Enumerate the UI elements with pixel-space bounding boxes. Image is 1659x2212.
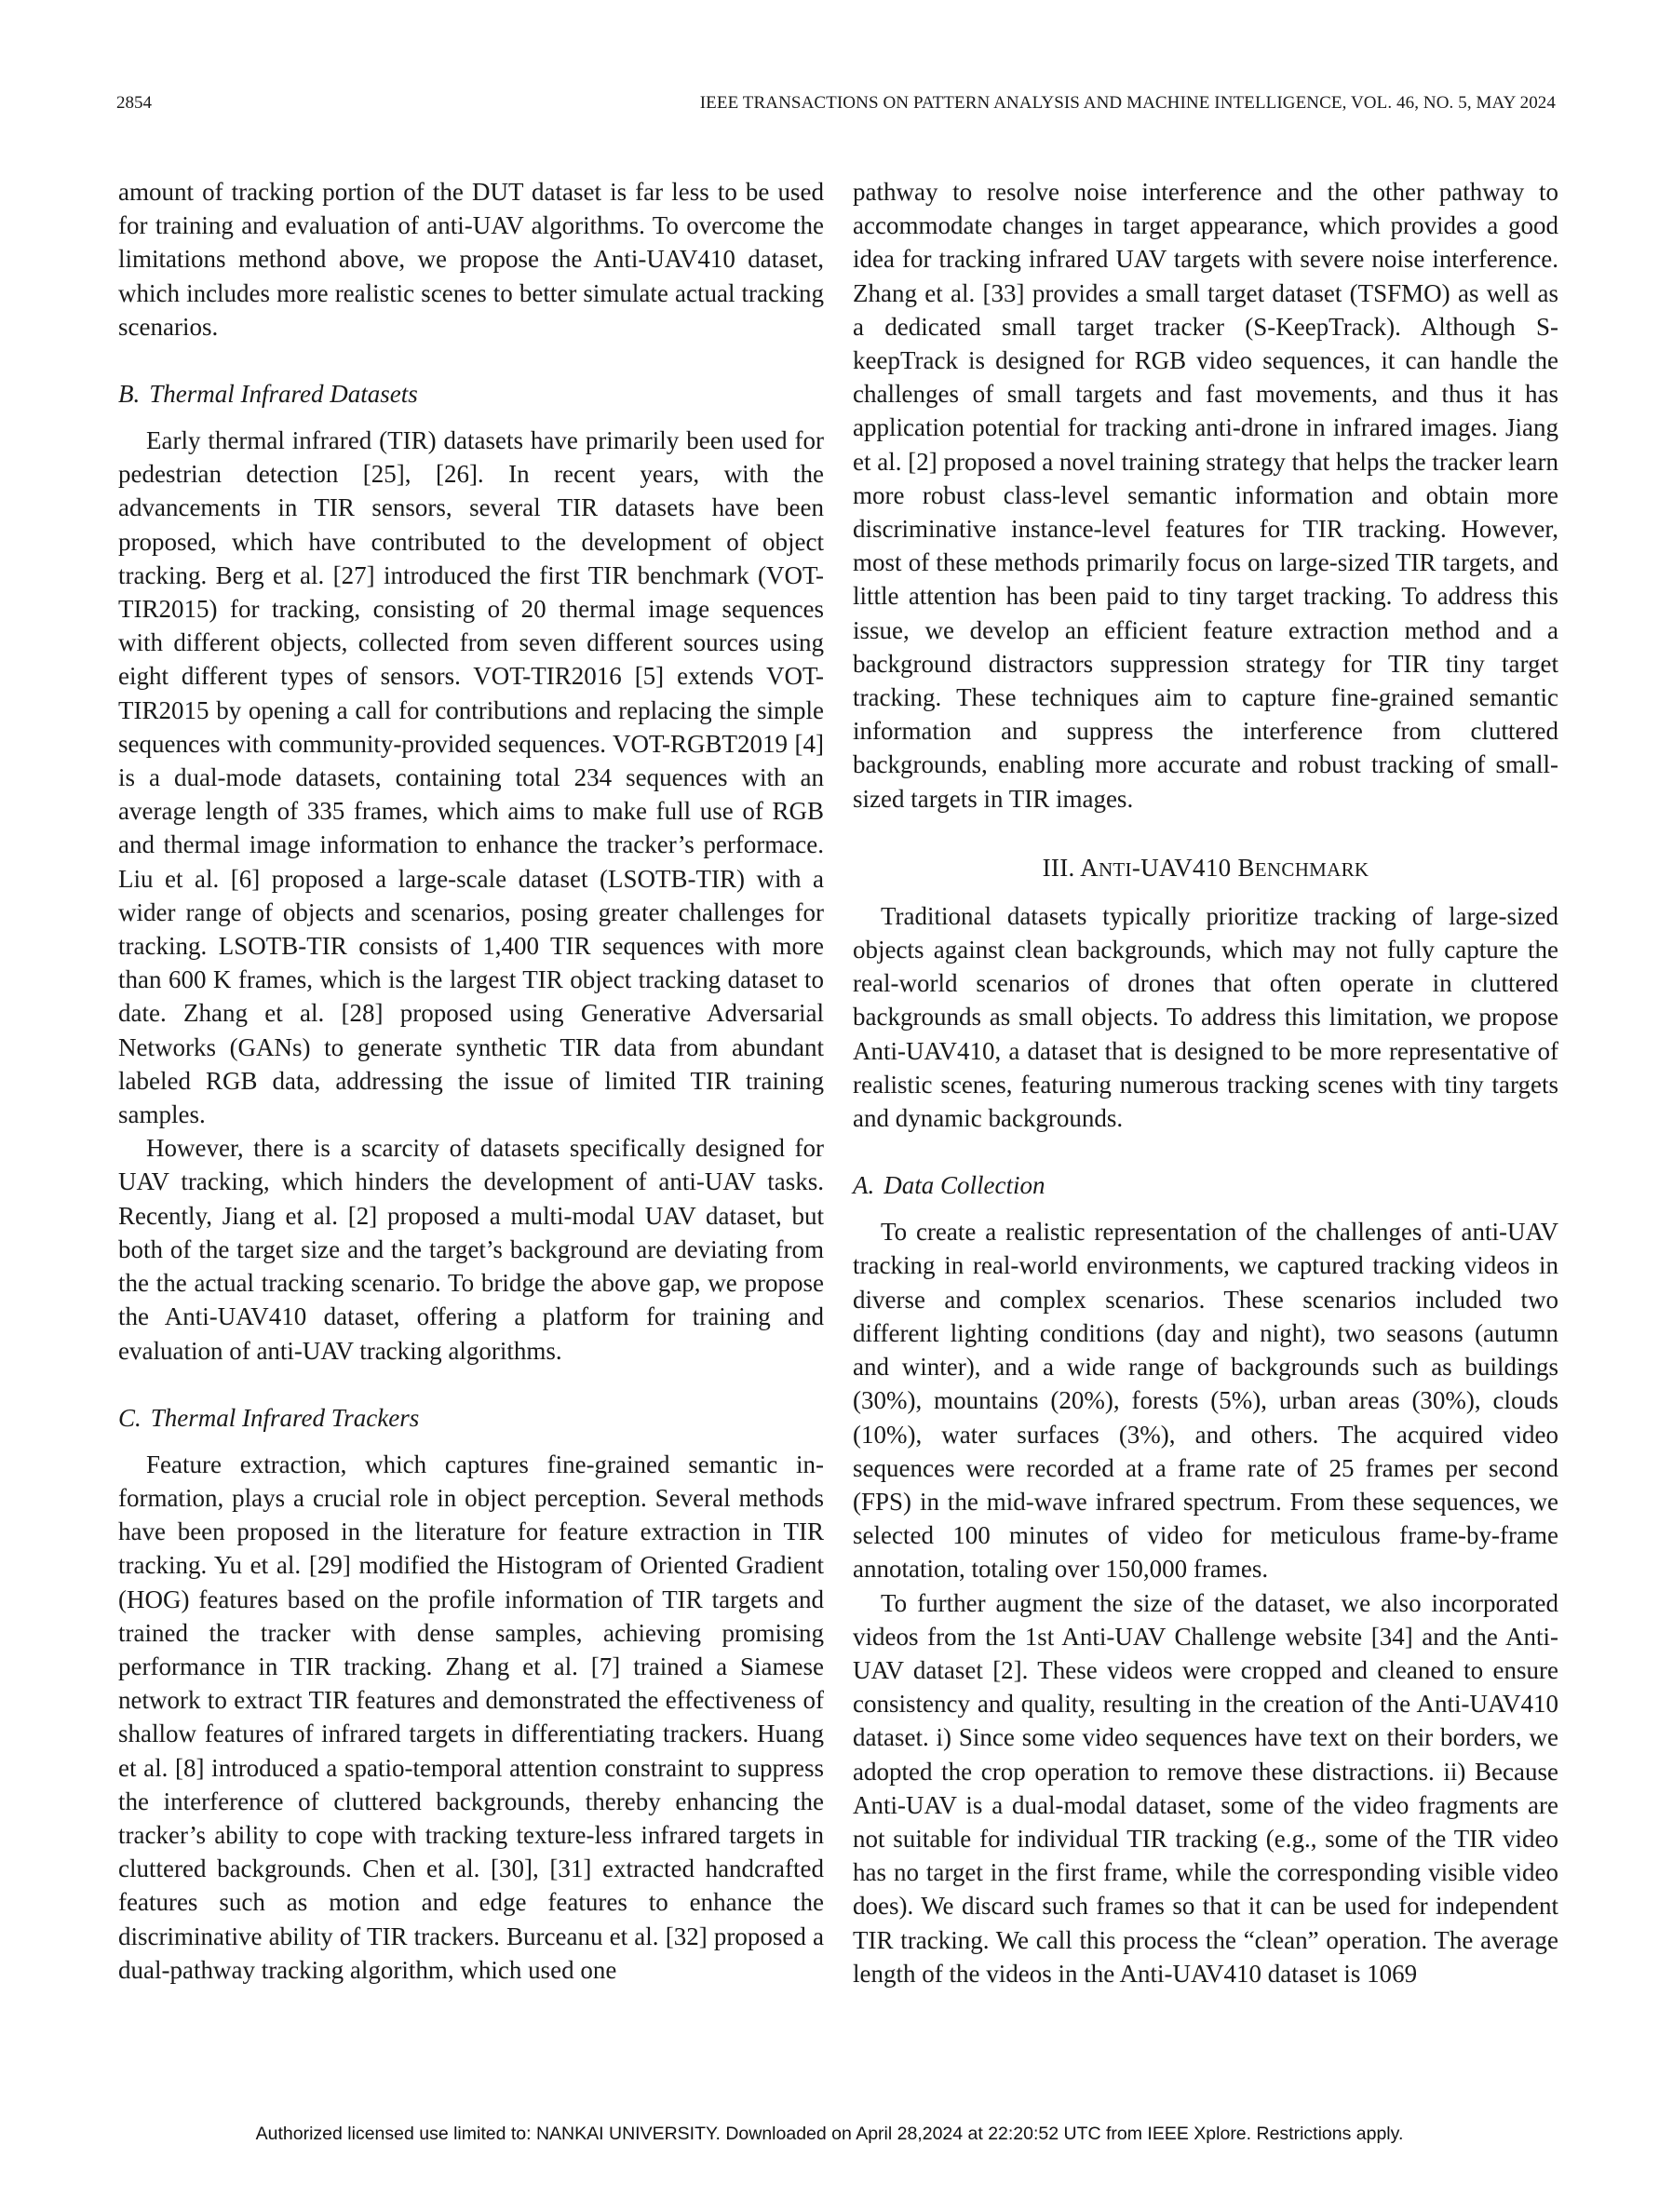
paragraph: Feature extraction, which captures fine-grained semantic information, plays a crucial role in object perception. Several methods have been proposed in the literature for feature extraction in TIR tracking. Yu et al. [29] modified the Histogram of Oriented Gradient (HOG) features based on the profile information of TIR targets and trained the tracker with dense samples, achieving promising performance in TIR tracking. Zhang et al. [7] trained a Siamese network to extract TIR features and demonstrated the effectiveness of shallow features of infrared targets in differentiating trackers. Huang et al. [8] introduced a spatio-temporal attention constraint to suppress the interference of cluttered backgrounds, thereby enhancing the tracker’s ability to cope with tracking texture-less infrared targets in cluttered backgrounds. Chen et al. [30], [31] extracted handcrafted features such as motion and edge features to enhance the discriminative ability of TIR trackers. Burceanu et al. [32] proposed a dual-pathway tracking algorithm, which used one: [118, 1450, 824, 1984]
right-column: [853, 175, 1558, 1990]
paragraph: Traditional datasets typically prioritize tracking of large-sized objects against clean backgrounds, which may not fully capture the real-world scenarios of drones that often operate in cluttered backgrounds as small objects. To address this limitation, we propose Anti-UAV410, a dataset that is designed to be more representative of realistic scenes, featuring numerous tracking scenes with tiny targets and dynamic backgrounds.: [853, 901, 1558, 1133]
subsection-heading-b: [118, 377, 824, 411]
subsection-heading-c: [118, 1401, 824, 1435]
subsection-label: A.: [853, 1171, 875, 1200]
section-number: III.: [1042, 853, 1075, 882]
paragraph: However, there is a scarcity of datasets specifically designed for UAV tracking, which hinders the development of anti-UAV tasks. Recently, Jiang et al. [2] proposed a multi-modal UAV dataset, but both of the target size and the target’s background are deviating from the the actual tracking scenario. To bridge the above gap, we propose the Anti-UAV410 dataset, offering a platform for training and evaluation of anti-UAV tracking algorithms.: [118, 1134, 824, 1365]
subsection-title: Thermal Infrared Datasets: [149, 380, 418, 409]
running-head: IEEE TRANSACTIONS ON PATTERN ANALYSIS AND MACHINE INTELLIGENCE, VOL. 46, NO. 5, MAY 2024: [699, 93, 1556, 113]
subsection-label: C.: [118, 1403, 142, 1432]
paragraph: To create a realistic representation of the challenges of anti-UAV tracking in real-world environments, we captured tracking videos in diverse and complex scenarios. These scenarios included two different lighting conditions (day and night), two seasons (autumn and winter), and a wide range of backgrounds such as buildings (30%), mountains (20%), forests (5%), urban areas (30%), clouds (10%), water surfaces (3%), and others. The acquired video sequences were recorded at a frame rate of 25 frames per second (FPS) in the mid-wave infrared spectrum. From these sequences, we selected 100 minutes of video for meticulous frame-by-frame annotation, totaling over 150,000 frames.: [853, 1218, 1558, 1584]
section-title: ANTI-UAV410 BENCHMARK: [1080, 853, 1369, 882]
section-heading-iii: [853, 851, 1558, 886]
license-footer: Authorized licensed use limited to: NANKAI UNIVERSITY. Downloaded on April 28,2024 at 22:20:52 UTC from IEEE Xplore. Restrictions apply.: [255, 2124, 1404, 2144]
page-header: [116, 89, 1556, 117]
page-number: 2854: [116, 93, 152, 113]
continued-paragraph: pathway to resolve noise interference and the other pathway to accommodate changes in target appearance, which provides a good idea for tracking infrared UAV targets with severe noise interference. Zhang et al. [33] provides a small target dataset (TSFMO) as well as a dedicated small target tracker (S-KeepTrack). Although S-keepTrack is designed for RGB video sequences, it can handle the challenges of small targets and fast movements, and thus it has application potential for tracking anti-drone in infrared images. Jiang et al. [2] proposed a novel training strategy that helps the tracker learn more robust class-level semantic information and obtain more discriminative instance-level features for TIR tracking. However, most of these methods primarily focus on large-sized TIR targets, and little attention has been paid to tiny target tracking. To address this issue, we develop an efficient feature extraction method and a background distractors suppression strategy for TIR tiny target tracking. These techniques aim to capture fine-grained semantic information and suppress the interference from cluttered backgrounds, enabling more accurate and robust tracking of small-sized targets in TIR images.: [853, 178, 1558, 813]
subsection-heading-a: [853, 1168, 1558, 1202]
subsection-title: Data Collection: [883, 1171, 1045, 1200]
intro-paragraph: amount of tracking portion of the DUT dataset is far less to be used for training and evaluation of anti-UAV algorithms. To overcome the limitations methond above, we propose the Anti-UAV410 dataset, which includes more realistic scenes to better simulate actual tracking scenarios.: [118, 178, 824, 341]
subsection-label: B.: [118, 380, 141, 409]
left-column: [118, 175, 824, 1987]
subsection-title: Thermal Infrared Trackers: [150, 1403, 420, 1432]
paragraph: Early thermal infrared (TIR) datasets have primarily been used for pedestrian detection [25], [26]. In recent years, with the advancements in TIR sensors, several TIR datasets have been proposed, which have contributed to the development of object tracking. Berg et al. [27] introduced the first TIR benchmark (VOT-TIR2015) for tracking, consisting of 20 thermal image sequences with different objects, collected from seven different sources using eight different types of sensors. VOT-TIR2016 [5] extends VOT-TIR2015 by opening a call for contributions and replacing the simple sequences with community-provided sequences. VOT-RGBT2019 [4] is a dual-mode datasets, containing total 234 sequences with an average length of 335 frames, which aims to make full use of RGB and thermal image information to enhance the tracker’s performace. Liu et al. [6] proposed a large-scale dataset (LSOTB-TIR) with a wider range of objects and scenarios, posing greater challenges for tracking. LSOTB-TIR consists of 1,400 TIR sequences with more than 600 K frames, which is the largest TIR object tracking dataset to date. Zhang et al. [28] proposed using Generative Adversarial Networks (GANs) to generate synthetic TIR data from abundant labeled RGB data, addressing the issue of limited TIR training samples.: [118, 426, 824, 1129]
paragraph: To further augment the size of the dataset, we also incorporated videos from the 1st Anti-UAV Challenge website [34] and the Anti-UAV dataset [2]. These videos were cropped and cleaned to ensure consistency and quality, resulting in the creation of the Anti-UAV410 dataset. i) Since some video sequences have text on their borders, we adopted the crop operation to remove these distractions. ii) Because Anti-UAV is a dual-modal dataset, some of the video fragments are not suitable for individual TIR tracking (e.g., some of the TIR video has no target in the first frame, while the corresponding visible video does). We discard such frames so that it can be used for independent TIR tracking. We call this process the “clean” operation. The average length of the videos in the Anti-UAV410 dataset is 1069: [853, 1588, 1558, 1988]
